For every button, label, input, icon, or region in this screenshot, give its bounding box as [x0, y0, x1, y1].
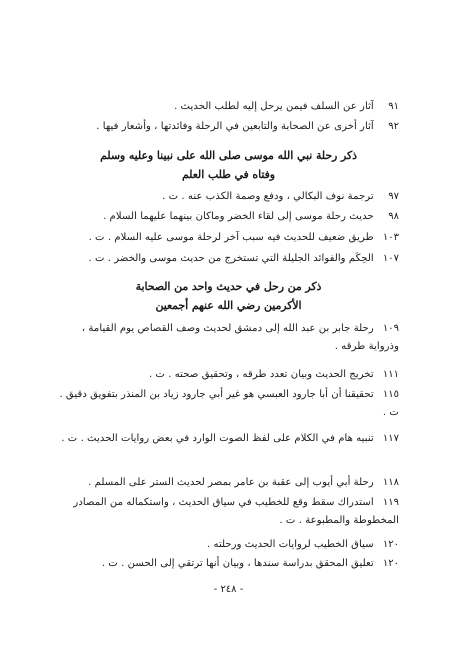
page-number: ٩٨ [388, 211, 399, 222]
page-number: ١٠٩ [382, 323, 399, 334]
index-entry [54, 494, 399, 530]
page-number: ١١٩ [382, 497, 399, 508]
entry-text: تحقيقنا أن أبا جارود العبسي هو غير أبي جارود زياد بن المنذر بتفويق دقيق . ت . [59, 389, 399, 418]
index-entry [54, 557, 399, 570]
index-entry [54, 368, 399, 381]
page-number: ١٠٣ [382, 232, 399, 243]
section-heading [60, 146, 397, 184]
entry-text: تنبيه هام في الكلام على لفظ الصوت الوارد في بعض روايات الحديث . ت . [61, 433, 374, 444]
index-entry [54, 386, 399, 422]
index-entry [54, 320, 399, 356]
entry-text: حديث رحلة موسى إلى لقاء الخضر وماكان بينهما عليهما السلام . [103, 211, 374, 222]
page-footer-number: - ٢٤٨ - [213, 584, 244, 595]
index-entry [54, 120, 399, 133]
entry-text: آثار أخرى عن الصحابة والتابعين في الرحلة وفائدتها ، وأشعار فيها . [96, 121, 374, 132]
entry-text: رحلة جابر بن عبد الله إلى دمشق لحديث وصف القصاص يوم القيامة ، وذرواية طرقه . [81, 323, 399, 352]
heading-line: الأكرمين رضي الله عنهم أجمعين [155, 299, 302, 312]
entry-text: تعليق المحقق بدراسة سندها ، وبيان أنها ترتقي إلى الحسن . ت . [101, 558, 374, 569]
heading-line: وفتاه في طلب العلم [181, 168, 276, 181]
entry-text: الحِكَم والفوائد الجليلة التي تستخرج من حديث موسى والخضر . ت . [88, 253, 374, 264]
entry-text: سياق الخطيب لروايات الحديث ورحلته . [207, 539, 374, 550]
page-number: ١٠٧ [382, 253, 399, 264]
index-entry [54, 538, 399, 551]
entry-text: استدراك سقط وقع للخطيب في سياق الحديث ، واستكماله من المصادر المخطوطة والمطبوعة . ت . [73, 497, 399, 526]
heading-line: ذكر من رحل في حديث واحد من الصحابة [135, 280, 322, 293]
entry-text: رحلة أبي أيوب إلى عقبة بن عامر بمصر لحديث الستر على المسلم . [88, 477, 374, 488]
index-entry [54, 100, 399, 113]
page-number: ١١٨ [382, 477, 399, 488]
page-number: ٩٢ [388, 121, 399, 132]
page-number: ١٢٠ [382, 539, 399, 550]
page-number: ١١٥ [382, 389, 399, 400]
entry-text: تخريج الحديث وبيان تعدد طرقه ، وتحقيق صحته . ت . [148, 369, 374, 380]
entry-text: ترجمة نوف البكالي ، ودفع وصمة الكذب عنه . ت . [162, 191, 374, 202]
page-number: ٩١ [388, 101, 399, 112]
page-number: ١٢٠ [382, 558, 399, 569]
page-number: ١١١ [382, 369, 399, 380]
index-entry [54, 210, 399, 223]
index-entry [54, 476, 399, 489]
page-number: ٩٧ [388, 191, 399, 202]
index-entry [54, 252, 399, 265]
index-entry [54, 430, 399, 448]
entry-text: طريق ضعيف للحديث فيه سبب آخر لرحلة موسى عليه السلام . ت . [88, 232, 374, 243]
index-entry [54, 190, 399, 203]
page-number: ١١٧ [382, 433, 399, 444]
entry-text: آثار عن السلف فيمن يرحل إليه لطلب الحديث . [174, 101, 374, 112]
heading-line: ذكر رحلة نبي الله موسى صلى الله على نبينا وعليه وسلم [100, 149, 357, 162]
section-heading [60, 277, 397, 315]
index-entry [54, 231, 399, 244]
